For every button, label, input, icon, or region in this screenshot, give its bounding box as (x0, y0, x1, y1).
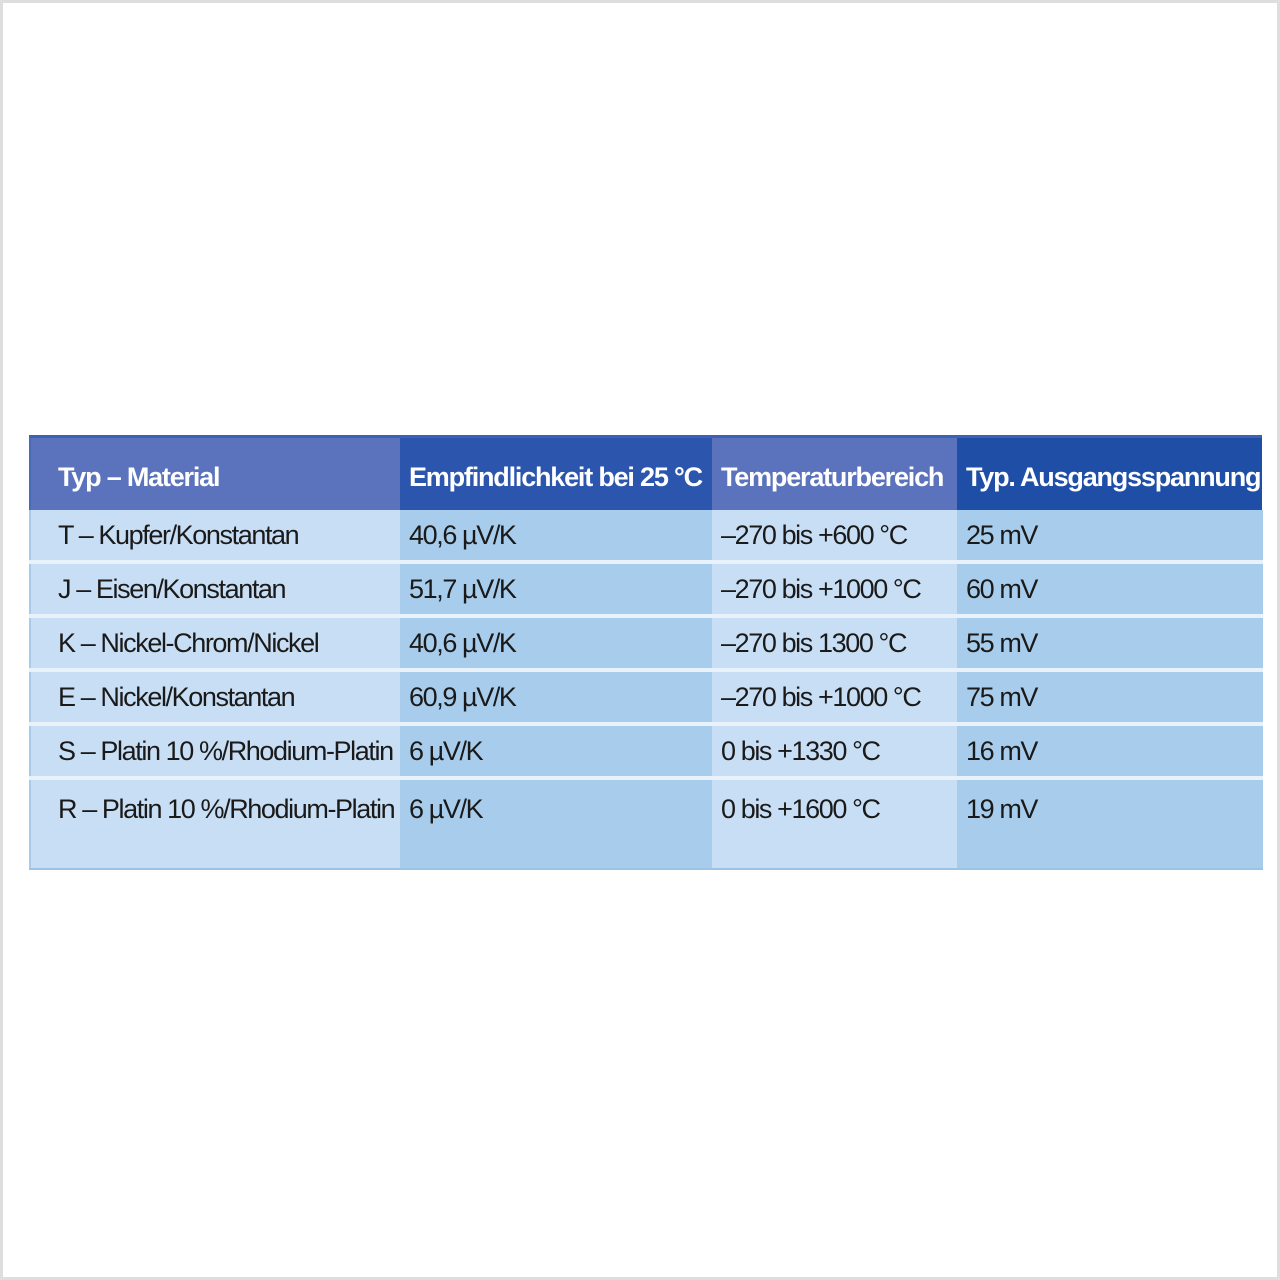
table-body (30, 510, 1262, 869)
table-row (30, 778, 1262, 869)
cell-type-material: T – Kupfer/Konstantan (30, 510, 400, 562)
cell-sensitivity: 6 µV/K (400, 778, 712, 869)
header-type-material: Typ – Material (30, 437, 400, 511)
cell-type-material: S – Platin 10 %/Rhodium-Platin (30, 724, 400, 778)
cell-output-voltage: 55 mV (957, 616, 1262, 670)
cell-sensitivity: 51,7 µV/K (400, 562, 712, 616)
cell-sensitivity: 40,6 µV/K (400, 510, 712, 562)
cell-type-material: K – Nickel-Chrom/Nickel (30, 616, 400, 670)
table-row (30, 724, 1262, 778)
cell-sensitivity: 60,9 µV/K (400, 670, 712, 724)
header-output-voltage: Typ. Ausgangsspannung (957, 437, 1262, 511)
table-header (30, 437, 1262, 511)
cell-sensitivity: 6 µV/K (400, 724, 712, 778)
cell-output-voltage: 60 mV (957, 562, 1262, 616)
cell-output-voltage: 16 mV (957, 724, 1262, 778)
cell-output-voltage: 19 mV (957, 778, 1262, 869)
cell-sensitivity: 40,6 µV/K (400, 616, 712, 670)
cell-output-voltage: 75 mV (957, 670, 1262, 724)
cell-type-material: J – Eisen/Konstantan (30, 562, 400, 616)
cell-temperature-range: 0 bis +1330 °C (712, 724, 957, 778)
cell-temperature-range: –270 bis 1300 °C (712, 616, 957, 670)
thermocouple-table (29, 435, 1263, 870)
cell-type-material: E – Nickel/Konstantan (30, 670, 400, 724)
cell-output-voltage: 25 mV (957, 510, 1262, 562)
cell-type-material: R – Platin 10 %/Rhodium-Platin (30, 778, 400, 869)
cell-temperature-range: –270 bis +600 °C (712, 510, 957, 562)
cell-temperature-range: –270 bis +1000 °C (712, 562, 957, 616)
table-row (30, 562, 1262, 616)
cell-temperature-range: –270 bis +1000 °C (712, 670, 957, 724)
header-temperature-range: Temperaturbereich (712, 437, 957, 511)
cell-temperature-range: 0 bis +1600 °C (712, 778, 957, 869)
table-row (30, 510, 1262, 562)
table-row (30, 670, 1262, 724)
thermocouple-table-container (29, 435, 1261, 847)
header-row (30, 437, 1262, 511)
header-sensitivity: Empfindlichkeit bei 25 °C (400, 437, 712, 511)
table-row (30, 616, 1262, 670)
